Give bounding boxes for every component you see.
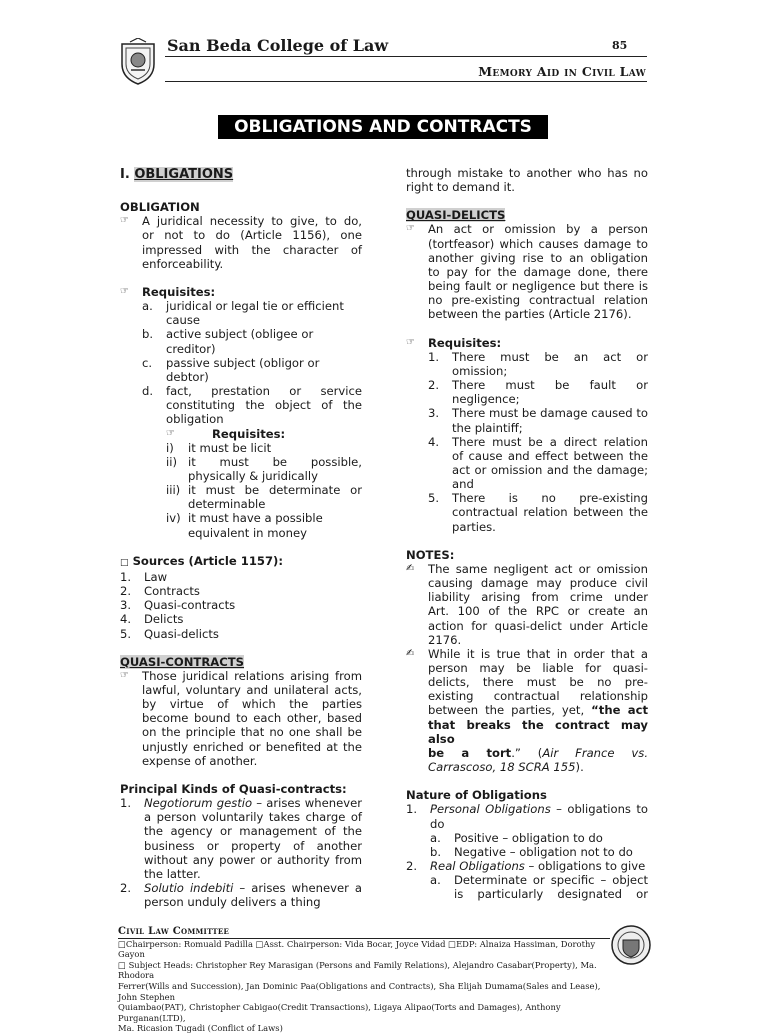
left-column bbox=[120, 168, 362, 909]
committee-footer bbox=[118, 926, 610, 1034]
committee-seal-logo bbox=[610, 924, 652, 966]
notes-heading: NOTES: bbox=[406, 547, 455, 562]
pointing-hand-icon: ☞ bbox=[406, 336, 415, 348]
list-item: 2. Solutio indebiti – arises whenever a person unduly delivers a thing bbox=[120, 881, 362, 910]
chapter-title: OBLIGATIONS AND CONTRACTS bbox=[218, 115, 548, 139]
list-item: 1. Law bbox=[120, 569, 168, 584]
pointing-hand-icon: ☞ bbox=[120, 215, 129, 227]
right-column bbox=[406, 166, 648, 902]
quasi-contracts-definition: ☞ Those juridical relations arising from lawful, voluntary and unilateral acts, by virtue of which the parties become bound to each other, based on the principle that no one shall be unjustly enriched or benefited at the expense of another. bbox=[120, 668, 362, 768]
pointing-hand-icon: ☞ bbox=[120, 285, 129, 297]
nature-heading: Nature of Obligations bbox=[406, 788, 547, 803]
obligation-heading: OBLIGATION bbox=[120, 200, 200, 215]
note-item: ✍ While it is true that in order that a person may be liable for quasi- delicts, there must be no pre- existing contractual relationship between the parties, yet, “the act that breaks the contract may also be a tort.” (Air France vs. Carrascoso, 18 SCRA 155). bbox=[406, 646, 649, 775]
committee-heading: Civil Law Committee bbox=[118, 927, 610, 939]
header-rule-2 bbox=[165, 81, 647, 82]
list-item: c. passive subject (obligor or debtor) bbox=[142, 355, 320, 384]
list-item: 4. Delicts bbox=[120, 612, 184, 627]
quasi-delicts-heading: QUASI-DELICTS bbox=[406, 208, 506, 223]
list-item: 3. Quasi-contracts bbox=[120, 598, 236, 613]
list-item: d. fact, prestation or service constituting the object of the obligation bbox=[142, 384, 362, 427]
note-item: ✍ The same negligent act or omission causing damage may produce civil liability arising from crime under Art. 100 of the RPC or create an action for quasi-delict under Article 2176. bbox=[406, 561, 648, 647]
footer-line: Quiambao(PAT), Christopher Cabigao(Credit Transactions), Ligaya Alipao(Torts and Damages), Anthony Purganan(LTD), bbox=[118, 1002, 561, 1023]
pointing-hand-icon: ☞ bbox=[166, 427, 175, 439]
list-item: 1. Negotiorum gestio – arises whenever a person voluntarily takes charge of the agency or management of the business or property of another without any power or authority from the latter. bbox=[120, 796, 362, 881]
list-item: b. active subject (obligee or creditor) bbox=[142, 327, 314, 356]
list-item: 5. There is no pre-existing contractual relation between the parties. bbox=[428, 491, 648, 534]
list-item: a. Determinate or specific – object is particularly designated or bbox=[430, 873, 648, 902]
quasi-contracts-heading: QUASI-CONTRACTS bbox=[120, 654, 245, 669]
school-seal-logo bbox=[118, 38, 158, 86]
list-item: 1. There must be an act or omission; bbox=[428, 349, 648, 378]
requisites-heading: ☞ Requisites: bbox=[120, 284, 216, 299]
page-number: 85 bbox=[612, 39, 628, 52]
footer-line: □ Subject Heads: Christopher Rey Marasigan (Persons and Family Relations), Alejandro Casabar(Property), Ma. Rhodora bbox=[118, 959, 597, 981]
requisites-list bbox=[142, 299, 362, 540]
list-item: 2. Real Obligations – obligations to give a. Determinate or specific – object is particularly designated or bbox=[406, 859, 648, 902]
running-subtitle: Memory Aid in Civil Law bbox=[478, 64, 646, 79]
continued-text: right to demand it. bbox=[406, 180, 515, 195]
list-item: 3. There must be damage caused to the plaintiff; bbox=[428, 406, 648, 435]
list-item: a. juridical or legal tie or efficient cause bbox=[142, 299, 344, 328]
list-item: 4. There must be a direct relation of cause and effect between the act or omission and the damage; and bbox=[428, 434, 648, 492]
list-item: iv) it must have a possible equivalent in money bbox=[166, 511, 323, 540]
sub-requisites: ☞ Requisites: i) it must be licit ii) it must be possible, physically & juridically iii) it must be determinate or determinable iv) it must have a possible equivalent in money bbox=[166, 426, 362, 540]
sources-list bbox=[120, 570, 362, 641]
list-item: b. Negative – obligation not to do bbox=[430, 844, 633, 859]
definition-item: ☞ A juridical necessity to give, to do, or not to do (Article 1156), one impressed with the character of enforceability. bbox=[120, 214, 362, 271]
list-item: 2. Contracts bbox=[120, 584, 200, 599]
kinds-heading: Principal Kinds of Quasi-contracts: bbox=[120, 781, 347, 796]
writing-hand-icon: ✍ bbox=[406, 562, 415, 574]
footer-line: Ma. Ricasion Tugadi (Conflict of Laws) bbox=[118, 1023, 283, 1034]
requisites-heading: ☞ Requisites: bbox=[406, 335, 502, 350]
footer-line: □Chairperson: Romuald Padilla □Asst. Chairperson: Vida Bocar, Joyce Vidad □EDP: Alnaiza Hassiman, Dorothy Gayon bbox=[118, 938, 596, 960]
writing-hand-icon: ✍ bbox=[406, 647, 415, 659]
square-bullet-icon: □ bbox=[120, 557, 129, 568]
college-name: San Beda College of Law bbox=[167, 36, 389, 55]
continued-text: through mistake to another who has no bbox=[406, 166, 648, 180]
section-heading: I. OBLIGATIONS bbox=[120, 167, 234, 182]
pointing-hand-icon: ☞ bbox=[406, 223, 415, 235]
header-rule bbox=[165, 56, 647, 57]
footer-line: Ferrer(Wills and Succession), Jan Dominic Paa(Obligations and Contracts), Sha Elijah Dumama(Sales and Lease), John Stephen bbox=[118, 980, 601, 1002]
list-item: i) it must be licit bbox=[166, 440, 272, 455]
list-item: ii) it must be possible, physically & juridically bbox=[166, 454, 362, 483]
sources-heading: □ Sources (Article 1157): bbox=[120, 553, 283, 568]
list-item: 1. Personal Obligations – obligations to do a. Positive – obligation to do b. Negative – obligation not to do bbox=[406, 802, 648, 859]
list-item: 2. There must be fault or negligence; bbox=[428, 378, 648, 407]
quasi-delicts-definition: ☞ An act or omission by a person (tortfeasor) which causes damage to another giving rise to an obligation to pay for the damage done, there being fault or negligence but there is no pre-existing contractual relation between the parties (Article 2176). bbox=[406, 222, 648, 322]
pointing-hand-icon: ☞ bbox=[120, 669, 129, 681]
list-item: iii) it must be determinate or determinable bbox=[166, 483, 362, 512]
list-item: 5. Quasi-delicts bbox=[120, 626, 219, 641]
requisites-list bbox=[428, 350, 648, 534]
list-item: a. Positive – obligation to do bbox=[430, 830, 603, 845]
